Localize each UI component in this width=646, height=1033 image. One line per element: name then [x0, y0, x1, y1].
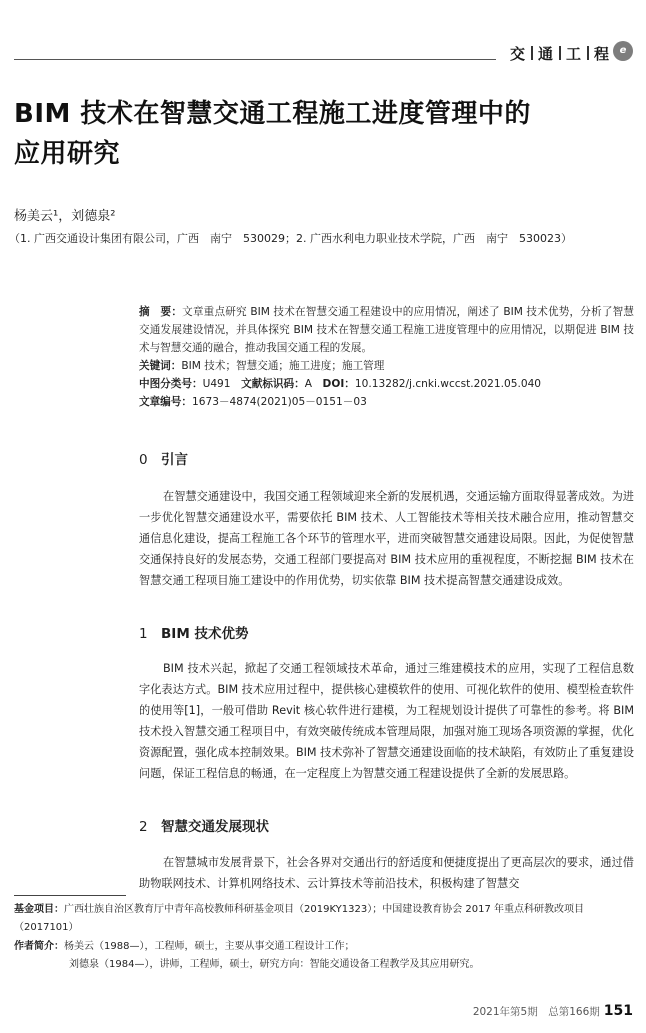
journal-char: 交	[510, 45, 527, 63]
clc-label: 中图分类号：	[139, 378, 203, 390]
keywords-label: 关键词：	[139, 360, 182, 372]
abstract	[139, 303, 634, 357]
affiliations: （1. 广西交通设计集团有限公司，广西 南宁 530029；2. 广西水利电力职业技术学院，广西 南宁 530023）	[9, 232, 572, 245]
divider	[559, 46, 561, 60]
section-paragraph: 在智慧城市发展背景下，社会各界对交通出行的舒适度和便捷度提出了更高层次的要求，通过借助物联网技术、计算机网络技术、云计算技术等前沿技术，积极构建了智慧交	[139, 856, 634, 890]
section-heading	[139, 815, 269, 835]
title-line-2: 应用研究	[14, 139, 121, 169]
journal-section-label	[510, 43, 610, 64]
doc-code-value: A	[304, 378, 312, 390]
journal-char: 程	[594, 45, 611, 63]
section-title: 引言	[161, 452, 188, 468]
classification-line	[139, 375, 634, 393]
fund-label: 基金项目：	[14, 904, 64, 915]
doc-code-label: 文献标识码：	[241, 378, 305, 390]
keywords-text: BIM 技术；智慧交通；施工进度；施工管理	[181, 360, 385, 372]
fund-footnote	[14, 901, 634, 937]
page-number: 151	[603, 1003, 633, 1019]
section-title: 智慧交通发展现状	[161, 819, 269, 835]
footnote-rule	[14, 895, 126, 896]
authors: 杨美云¹，刘德泉²	[14, 209, 116, 224]
article-no-value: 1673－4874(2021)05－0151－03	[191, 396, 367, 408]
doi-value: 10.13282/j.cnki.wccst.2021.05.040	[354, 378, 542, 390]
article-title	[14, 94, 624, 174]
divider	[587, 46, 589, 60]
divider	[531, 46, 533, 60]
abstract-text: 文章重点研究 BIM 技术在智慧交通工程建设中的应用情况，阐述了 BIM 技术优势，分析了智慧交通发展建设情况，并具体探究 BIM 技术在智慧交通工程施工进度管理中的应用情况，以期促进 BIM 技术与智慧交通的融合，推动我国交通工程的发展。	[139, 306, 635, 354]
journal-char: 通	[538, 45, 555, 63]
fund-text: 广西壮族自治区教育厅中青年高校教师科研基金项目（2019KY1323）；中国建设教育协会 2017 年重点科研教改项目（2017101）	[14, 904, 585, 933]
abstract-block	[139, 303, 634, 411]
header-rule	[14, 59, 496, 60]
bio-line-2: 刘德泉（1984—），讲师，工程师，硕士，研究方向：智能交通设备工程教学及其应用研究。	[69, 959, 480, 970]
page-footer	[473, 1003, 633, 1019]
bio-line-1: 杨美云（1988—），工程师，硕士，主要从事交通工程设计工作；	[64, 941, 355, 952]
section-heading	[139, 622, 248, 642]
keywords	[139, 357, 634, 375]
journal-logo-icon: e	[613, 41, 633, 61]
article-number	[139, 393, 634, 411]
journal-char: 工	[566, 45, 583, 63]
issue-info: 2021年第5期 总第166期	[472, 1006, 600, 1018]
section-title: BIM 技术优势	[161, 626, 249, 642]
doi-label: DOI：	[322, 378, 355, 390]
bio-label: 作者简介：	[14, 941, 64, 952]
section-paragraph: 在智慧交通建设中，我国交通工程领域迎来全新的发展机遇，交通运输方面取得显著成效。为进一步优化智慧交通建设水平，需要依托 BIM 技术、人工智能技术等相关技术融合应用，推动智慧交通信息化建设，提高工程施工各个环节的管理水平，进而突破智慧交通建设局限。因此，为促使智慧交通保持良好的发展态势，交通工程部门要提高对 BIM 技术应用的重视程度，不断挖掘 BIM 技术在智慧交通工程项目施工建设中的作用优势，切实依靠 BIM 技术提高智慧交通建设成效。	[139, 490, 634, 587]
section-number: 2	[139, 819, 148, 835]
section-number: 1	[139, 626, 148, 642]
abstract-label: 摘 要：	[139, 306, 183, 318]
section-heading	[139, 448, 188, 468]
section-number: 0	[139, 452, 148, 468]
author-bio-footnote	[14, 938, 634, 974]
article-no-label: 文章编号：	[139, 396, 192, 408]
title-line-1: BIM 技术在智慧交通工程施工进度管理中的	[14, 99, 531, 129]
clc-value: U491	[202, 378, 231, 390]
section-paragraph: BIM 技术兴起，掀起了交通工程领域技术革命，通过三维建模技术的应用，实现了工程信息数字化表达方式。BIM 技术应用过程中，提供核心建模软件的使用、可视化软件的使用、模型检查软件的使用等[1]，一般可借助 Revit 核心软件进行建模，为工程规划设计提供了可靠性的参考。将 BIM 技术投入智慧交通工程项目中，有效突破传统成本管理局限，加强对施工现场各项资源的掌握，优化资源配置，强化成本控制效果。BIM 技术弥补了智慧交通建设面临的技术缺陷，有效防止了重复建设问题，保证工程信息的畅通，在一定程度上为智慧交通工程建设提供了全新的发展思路。	[139, 662, 634, 780]
